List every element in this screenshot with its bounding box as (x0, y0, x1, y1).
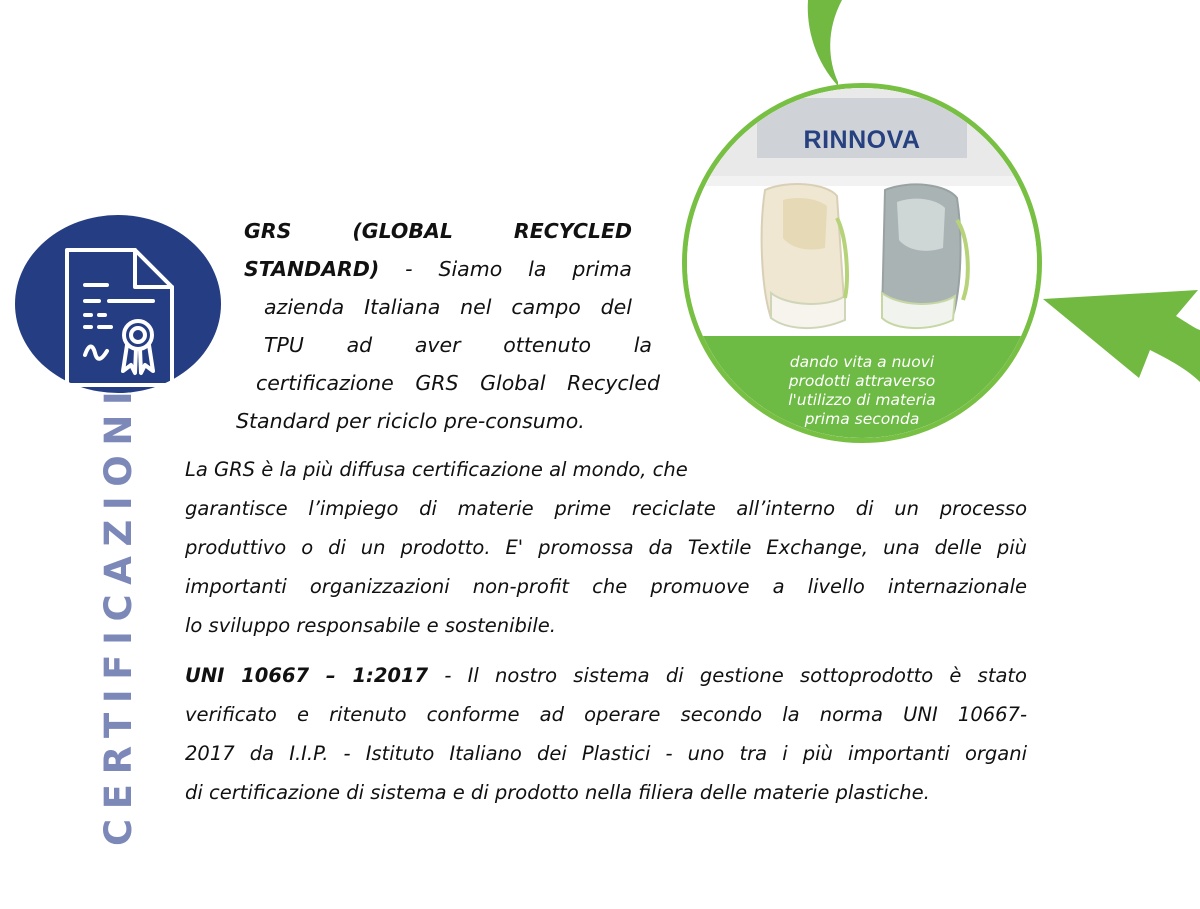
grs-intro-heading: GRS (GLOBAL RECYCLED STANDARD) - Siamo la prima (244, 219, 632, 281)
section-title-vertical: CERTIFICAZIONI (97, 381, 140, 846)
paragraph-line: importanti organizzazioni non-profit che promuove a livello internazionale (185, 575, 1027, 598)
renew-circle-card (682, 83, 1042, 443)
caption-line: l'utilizzo di materia (788, 391, 936, 409)
paragraph-line: lo sviluppo responsabile e sostenibile. (185, 614, 556, 637)
grs-intro-line: certificazione GRS Global Recycled (256, 371, 660, 395)
renew-caption (687, 336, 1037, 443)
uni-heading-line: UNI 10667 – 1:2017 - Il nostro sistema di gestione sottoprodotto è stato (185, 664, 1027, 687)
grs-intro-text (232, 212, 668, 440)
renew-title: RINNOVA (803, 126, 921, 154)
paragraph-line: produttivo o di un prodotto. E' promossa da Textile Exchange, una delle più (185, 536, 1027, 559)
grs-description-paragraph (185, 450, 1027, 645)
caption-line: prodotti attraverso (788, 372, 936, 390)
certificate-badge (15, 215, 221, 393)
paragraph-line: 2017 da I.I.P. - Istituto Italiano dei Plastici - uno tra i più importanti organi (185, 742, 1027, 765)
grs-intro-line: Standard per riciclo pre-consumo. (236, 409, 585, 433)
caption-line: prima seconda (804, 410, 920, 428)
grs-intro-line: azienda Italiana nel campo del (264, 295, 632, 319)
paragraph-line: La GRS è la più diffusa certificazione al mondo, che (185, 458, 688, 481)
caption-line: dando vita a nuovi (789, 353, 935, 371)
paragraph-line: di certificazione di sistema e di prodotto nella filiera delle materie plastiche. (185, 781, 930, 804)
green-arrow-top (808, 0, 842, 86)
grs-intro-line: TPU ad aver ottenuto la (264, 333, 652, 357)
paragraph-line: garantisce l’impiego di materie prime reciclate all’interno di un processo (185, 497, 1027, 520)
paragraph-line: verificato e ritenuto conforme ad operare secondo la norma UNI 10667- (185, 703, 1027, 726)
green-arrow-right (1043, 290, 1200, 382)
uni-certification-paragraph (185, 656, 1027, 812)
